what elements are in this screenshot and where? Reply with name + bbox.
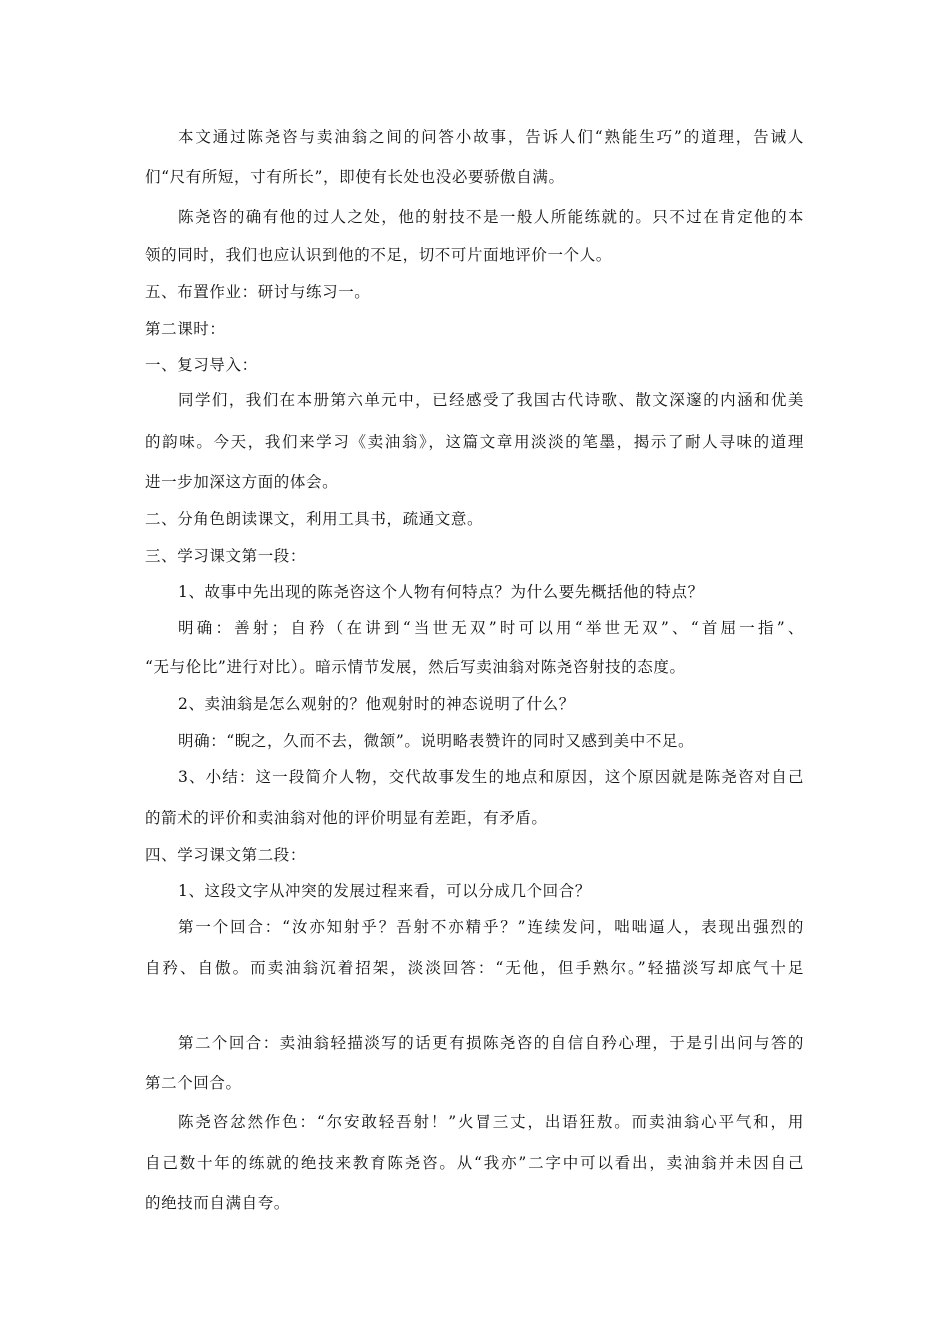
section-heading: 五、布置作业：研讨与练习一。: [145, 283, 371, 301]
paragraph-line: 陈尧咨的确有他的过人之处，他的射技不是一般人所能练就的。只不过在肯定他的本: [178, 208, 804, 226]
paragraph-line: 1、故事中先出现的陈尧咨这个人物有何特点？为什么要先概括他的特点？: [178, 583, 704, 601]
paragraph-line: 同学们，我们在本册第六单元中，已经感受了我国古代诗歌、散文深邃的内涵和优美: [178, 391, 804, 409]
section-heading: 三、学习课文第一段：: [145, 547, 307, 565]
paragraph-line: 第二个回合。: [145, 1074, 242, 1092]
paragraph-line: 第二个回合：卖油翁轻描淡写的话更有损陈尧咨的自信自矜心理，于是引出问与答的: [178, 1034, 804, 1052]
paragraph-line: 的箭术的评价和卖油翁对他的评价明显有差距，有矛盾。: [145, 809, 548, 827]
paragraph-line: 陈尧咨忿然作色：“尔安敢轻吾射！”火冒三丈，出语狂敖。而卖油翁心平气和，用: [178, 1113, 804, 1131]
paragraph-line: “无与伦比”进行对比）。暗示情节发展，然后写卖油翁对陈尧咨射技的态度。: [145, 658, 686, 676]
paragraph-line: 第一个回合：“汝亦知射乎？吾射不亦精乎？”连续发问，咄咄逼人，表现出强烈的: [178, 918, 804, 936]
paragraph-line: 自矜、自傲。而卖油翁沉着招架，淡淡回答：“无他，但手熟尔。”轻描淡写却底气十足: [145, 959, 804, 977]
paragraph-line: 自己数十年的练就的绝技来教育陈尧咨。从“我亦”二字中可以看出，卖油翁并未因自己: [145, 1154, 804, 1172]
paragraph-line: 的韵味。今天，我们来学习《卖油翁》，这篇文章用淡淡的笔墨，揭示了耐人寻味的道理: [145, 433, 804, 451]
section-heading: 二、分角色朗读课文，利用工具书，疏通文意。: [145, 510, 484, 528]
paragraph-line: 进一步加深这方面的体会。: [145, 473, 339, 491]
paragraph-line: 明确：“睨之，久而不去，微颔”。说明略表赞许的同时又感到美中不足。: [178, 732, 695, 750]
section-heading: 第二课时：: [145, 320, 226, 338]
paragraph-line: 本文通过陈尧咨与卖油翁之间的问答小故事，告诉人们“熟能生巧”的道理，告诫人: [178, 128, 804, 146]
section-heading: 一、复习导入：: [145, 356, 258, 374]
paragraph-line: 3、小结：这一段简介人物，交代故事发生的地点和原因，这个原因就是陈尧咨对自己: [178, 768, 804, 786]
paragraph-line: 明确：善射；自矜（在讲到“当世无双”时可以用“举世无双”、“首屈一指”、: [178, 619, 804, 637]
section-heading: 四、学习课文第二段：: [145, 846, 307, 864]
paragraph-line: 领的同时，我们也应认识到他的不足，切不可片面地评价一个人。: [145, 246, 612, 264]
paragraph-line: 的绝技而自满自夸。: [145, 1194, 290, 1212]
paragraph-line: 们“尺有所短，寸有所长”，即使有长处也没必要骄傲自满。: [145, 168, 565, 186]
paragraph-line: 2、卖油翁是怎么观射的？他观射时的神态说明了什么？: [178, 695, 575, 713]
paragraph-line: 1、这段文字从冲突的发展过程来看，可以分成几个回合？: [178, 882, 591, 900]
